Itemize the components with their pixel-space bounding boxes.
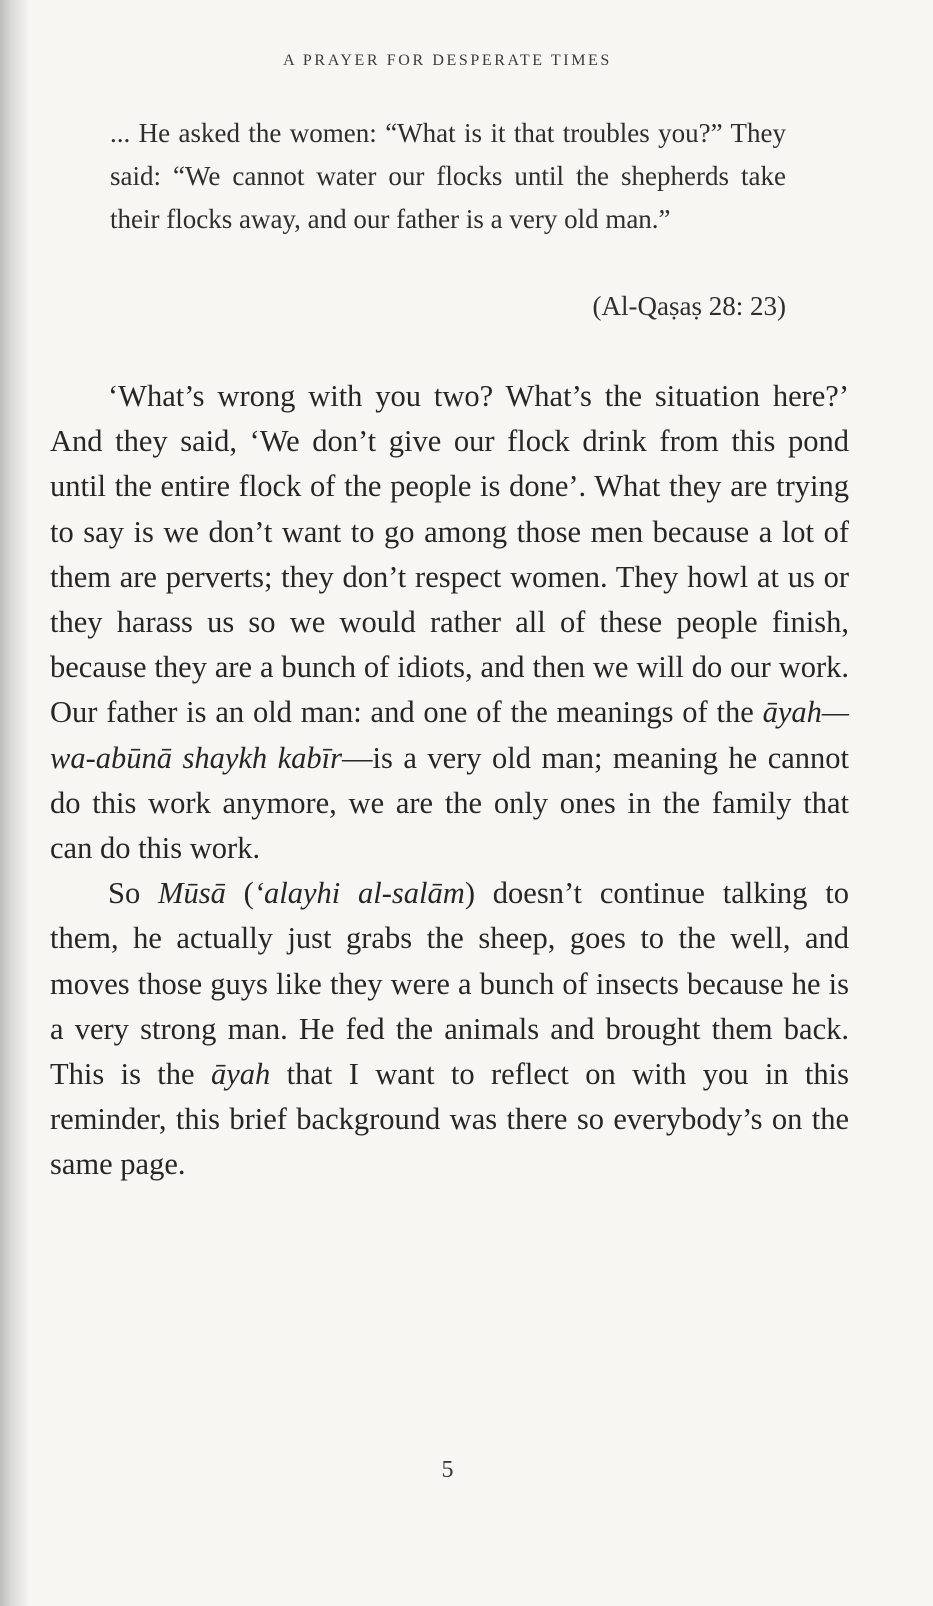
paragraph-2-text-d: that I want to reflect on with you in this reminder, this brief background was there so everybody’s on the same page.: [50, 1057, 849, 1182]
quote-citation: (Al-Qaṣaṣ 28: 23): [592, 291, 786, 321]
running-head: A PRAYER FOR DESPERATE TIMES: [283, 52, 612, 69]
paragraph-2-text-a: So: [108, 876, 159, 911]
paragraph-1-text-b: —is a very old man; meaning he cannot do this work anymore, we are the only ones in the family that can do this work.: [50, 740, 849, 866]
quote-text: ... He asked the women: “What is it that troubles you?” They said: “We cannot water our flocks until the shepherds take their flocks away, and our father is a very old man.”: [110, 118, 786, 234]
paragraph-2-italic-b: ‘alayhi al-salām: [253, 876, 465, 911]
paragraph-2-text-b: (: [225, 876, 254, 911]
paragraph-1-text-a: ‘What’s wrong with you two? What’s the situation here?’ And they said, ‘We don’t give our flock drink from this pond until the entire flock of the people is done’. What they are trying to say is we don’t want to go among those men because a lot of them are perverts; they don’t respect women. They howl at us or they harass us so we would rather all of these people finish, because they are a bunch of idiots, and then we will do our work. Our father is an old man: and one of the meanings of the: [50, 379, 849, 730]
quran-quote: [110, 112, 786, 241]
paragraph-2-italic-a: Mūsā: [158, 876, 226, 911]
paragraph-2: [50, 871, 849, 1187]
paragraph-2-italic-c: āyah: [210, 1057, 271, 1092]
page-number: 5: [441, 1457, 454, 1483]
paragraph-1-italic-a: āyah—wa-abūnā shaykh kabīr: [50, 695, 849, 775]
paragraph-1: [50, 374, 849, 871]
body-text: [50, 374, 849, 1188]
paragraph-2-text-c: ) doesn’t continue talking to them, he actually just grabs the sheep, goes to the well, and moves those guys like they were a bunch of insects because he is a very strong man. He fed the animals and brought them back. This is the: [50, 876, 849, 1092]
